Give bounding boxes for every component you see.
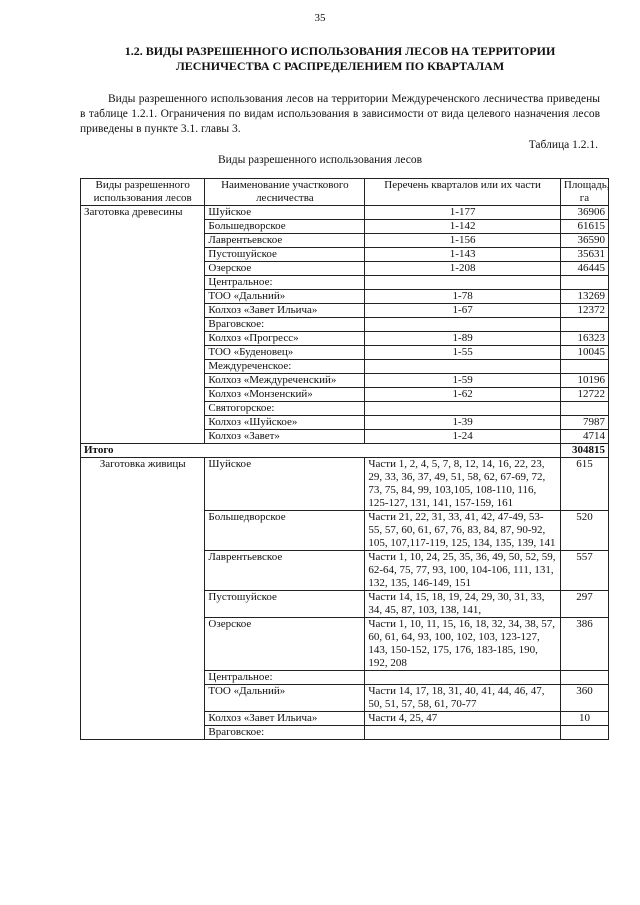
quarters-cell (365, 671, 561, 685)
area-cell: 360 (560, 685, 608, 712)
quarters-cell: 1-39 (365, 416, 561, 430)
area-cell: 61615 (560, 220, 608, 234)
area-cell: 386 (560, 618, 608, 671)
usage-type-cell (81, 304, 205, 318)
area-cell: 297 (560, 591, 608, 618)
usage-type-cell (81, 220, 205, 234)
usage-type-cell (81, 332, 205, 346)
quarters-cell: 1-89 (365, 332, 561, 346)
area-cell: 10045 (560, 346, 608, 360)
quarters-cell: 1-24 (365, 430, 561, 444)
total-row (81, 444, 609, 458)
header-area: Площадь, га (560, 179, 608, 206)
district-name-cell: ТОО «Буденовец» (205, 346, 365, 360)
area-cell: 4714 (560, 430, 608, 444)
quarters-cell: Части 14, 15, 18, 19, 24, 29, 30, 31, 33, 34, 45, 87, 103, 138, 141, (365, 591, 561, 618)
table-row (81, 332, 609, 346)
quarters-cell (365, 360, 561, 374)
area-cell: 557 (560, 551, 608, 591)
quarters-cell: 1-62 (365, 388, 561, 402)
table-row (81, 206, 609, 220)
quarters-cell: 1-156 (365, 234, 561, 248)
quarters-cell: 1-208 (365, 262, 561, 276)
district-name-cell: ТОО «Дальний» (205, 290, 365, 304)
table-row (81, 374, 609, 388)
quarters-cell: Части 21, 22, 31, 33, 41, 42, 47-49, 53-55, 57, 60, 61, 67, 76, 83, 84, 87, 90-92, 105, 107,117-119, 125, 134, 135, 139, 141 (365, 511, 561, 551)
usage-type-cell (81, 388, 205, 402)
quarters-cell: 1-55 (365, 346, 561, 360)
table-row (81, 318, 609, 332)
area-cell: 16323 (560, 332, 608, 346)
quarters-cell: 1-67 (365, 304, 561, 318)
area-cell: 520 (560, 511, 608, 551)
quarters-cell: 1-59 (365, 374, 561, 388)
district-name-cell: ТОО «Дальний» (205, 685, 365, 712)
quarters-cell (365, 318, 561, 332)
usage-type-cell (81, 726, 205, 740)
quarters-cell: 1-177 (365, 206, 561, 220)
header-quarters: Перечень кварталов или их части (365, 179, 561, 206)
area-cell (560, 402, 608, 416)
table-row (81, 290, 609, 304)
usage-type-cell (81, 360, 205, 374)
usage-type-cell (81, 671, 205, 685)
table-reference: Таблица 1.2.1. (528, 139, 598, 151)
page-number: 35 (314, 12, 326, 24)
district-name-cell: Колхоз «Монзенский» (205, 388, 365, 402)
district-name-cell: Колхоз «Шуйское» (205, 416, 365, 430)
usage-type-cell (81, 430, 205, 444)
quarters-cell (365, 276, 561, 290)
district-name-cell: Шуйское (205, 458, 365, 511)
table-row (81, 511, 609, 551)
quarters-cell: Части 4, 25, 47 (365, 712, 561, 726)
usage-type-cell (81, 551, 205, 591)
intro-paragraph (80, 92, 600, 137)
total-label: Итого (81, 444, 561, 458)
table-row (81, 402, 609, 416)
quarters-cell: Части 1, 2, 4, 5, 7, 8, 12, 14, 16, 22, 23, 29, 33, 36, 37, 49, 51, 58, 62, 67-69, 72, 73, 75, 84, 99, 103,105, 108-110, 116, 125-127, 131, 141, 157-159, 161 (365, 458, 561, 511)
district-name-cell: Пустошуйское (205, 591, 365, 618)
usage-type-cell (81, 416, 205, 430)
usage-type-cell: Заготовка древесины (81, 206, 205, 220)
quarters-cell (365, 402, 561, 416)
district-name-cell: Колхоз «Завет Ильича» (205, 304, 365, 318)
table-body (81, 206, 609, 740)
usage-type-cell (81, 318, 205, 332)
table-row (81, 220, 609, 234)
area-cell: 12722 (560, 388, 608, 402)
usage-table (80, 178, 609, 740)
table-row (81, 262, 609, 276)
district-name-cell: Враговское: (205, 318, 365, 332)
table-row (81, 726, 609, 740)
quarters-cell: 1-143 (365, 248, 561, 262)
section-heading: 1.2. ВИДЫ РАЗРЕШЕННОГО ИСПОЛЬЗОВАНИЯ ЛЕСОВ НА ТЕРРИТОРИИ ЛЕСНИЧЕСТВА С РАСПРЕДЕЛЕНИЕМ ПО КВАРТАЛАМ (124, 44, 556, 73)
district-name-cell: Центральное: (205, 276, 365, 290)
district-name-cell: Центральное: (205, 671, 365, 685)
quarters-cell: Части 14, 17, 18, 31, 40, 41, 44, 46, 47, 50, 51, 57, 58, 61, 70-77 (365, 685, 561, 712)
district-name-cell: Лаврентьевское (205, 551, 365, 591)
table-row (81, 304, 609, 318)
usage-type-cell (81, 511, 205, 551)
area-cell: 46445 (560, 262, 608, 276)
district-name-cell: Большедворское (205, 511, 365, 551)
quarters-cell: 1-142 (365, 220, 561, 234)
header-district-name: Наименование участкового лесничества (205, 179, 365, 206)
usage-type-cell (81, 276, 205, 290)
usage-type-cell (81, 346, 205, 360)
area-cell (560, 318, 608, 332)
quarters-cell (365, 726, 561, 740)
table-row (81, 712, 609, 726)
table-row (81, 234, 609, 248)
table-row (81, 430, 609, 444)
area-cell: 10 (560, 712, 608, 726)
table-row (81, 248, 609, 262)
quarters-cell: 1-78 (365, 290, 561, 304)
area-cell: 36590 (560, 234, 608, 248)
quarters-cell: Части 1, 10, 11, 15, 16, 18, 32, 34, 38, 57, 60, 61, 64, 93, 100, 102, 103, 123-127, 143, 150-152, 175, 176, 183-185, 190, 192, 208 (365, 618, 561, 671)
table-row (81, 416, 609, 430)
table-header-row (81, 179, 609, 206)
area-cell: 615 (560, 458, 608, 511)
district-name-cell: Озерское (205, 618, 365, 671)
table-row (81, 551, 609, 591)
district-name-cell: Колхоз «Прогресс» (205, 332, 365, 346)
district-name-cell: Междуреченское: (205, 360, 365, 374)
usage-type-cell (81, 591, 205, 618)
area-cell (560, 726, 608, 740)
usage-type-cell (81, 262, 205, 276)
usage-type-cell (81, 374, 205, 388)
district-name-cell: Колхоз «Завет» (205, 430, 365, 444)
district-name-cell: Колхоз «Завет Ильича» (205, 712, 365, 726)
header-usage-type: Виды разрешенного использования лесов (81, 179, 205, 206)
table-row (81, 346, 609, 360)
table-row (81, 276, 609, 290)
area-cell: 35631 (560, 248, 608, 262)
usage-type-cell (81, 248, 205, 262)
table-row (81, 671, 609, 685)
usage-type-cell (81, 402, 205, 416)
table-row (81, 360, 609, 374)
area-cell: 13269 (560, 290, 608, 304)
table-row (81, 591, 609, 618)
usage-type-cell (81, 290, 205, 304)
district-name-cell: Шуйское (205, 206, 365, 220)
area-cell: 36906 (560, 206, 608, 220)
district-name-cell: Святогорское: (205, 402, 365, 416)
district-name-cell: Большедворское (205, 220, 365, 234)
district-name-cell: Пустошуйское (205, 248, 365, 262)
district-name-cell: Враговское: (205, 726, 365, 740)
table-row (81, 458, 609, 511)
district-name-cell: Озерское (205, 262, 365, 276)
area-cell: 7987 (560, 416, 608, 430)
intro-text: Виды разрешенного использования лесов на территории Междуреченского лесничества приведены в таблице 1.2.1. Ограничения по видам использования в зависимости от вида целевого назначения лесов приведены в пункте 3.1. главы 3. (80, 93, 600, 135)
area-cell: 10196 (560, 374, 608, 388)
usage-type-cell (81, 712, 205, 726)
table-row (81, 618, 609, 671)
usage-type-cell (81, 685, 205, 712)
table-row (81, 685, 609, 712)
area-cell (560, 276, 608, 290)
usage-type-cell (81, 234, 205, 248)
total-value: 304815 (560, 444, 608, 458)
area-cell: 12372 (560, 304, 608, 318)
table-row (81, 388, 609, 402)
district-name-cell: Лаврентьевское (205, 234, 365, 248)
area-cell (560, 360, 608, 374)
district-name-cell: Колхоз «Междуреченский» (205, 374, 365, 388)
usage-type-cell (81, 618, 205, 671)
area-cell (560, 671, 608, 685)
usage-type-cell: Заготовка живицы (81, 458, 205, 511)
quarters-cell: Части 1, 10, 24, 25, 35, 36, 49, 50, 52, 59, 62-64, 75, 77, 93, 100, 104-106, 111, 131, 132, 135, 146-149, 151 (365, 551, 561, 591)
table-caption: Виды разрешенного использования лесов (217, 154, 423, 166)
